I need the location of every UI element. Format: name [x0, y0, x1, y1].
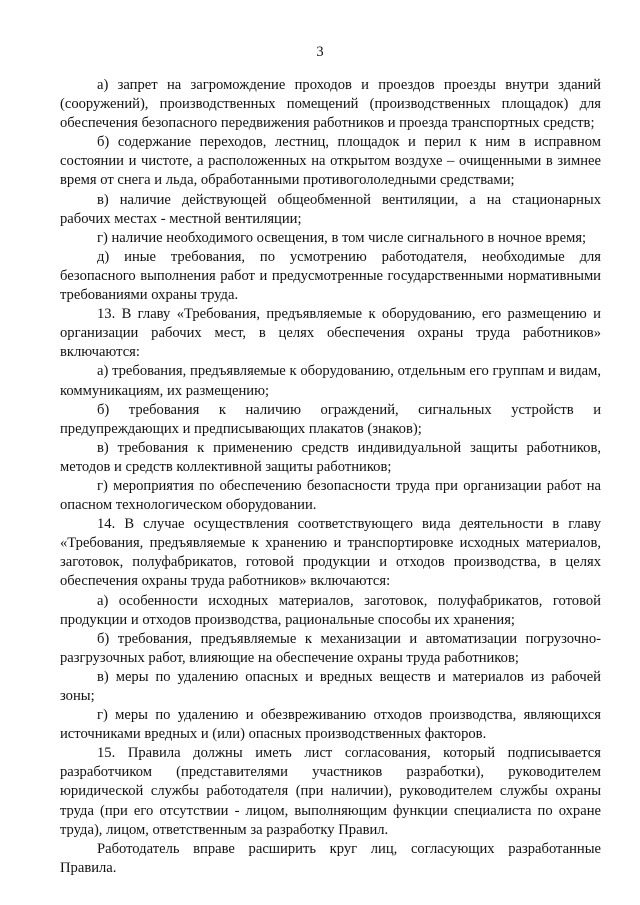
paragraph-item-d-other: д) иные требования, по усмотрению работодателя, необходимые для безопасного выполнения работ и предусмотренные государственными нормативными требованиями охраны труда.	[60, 248, 601, 304]
paragraph-clause-14-item-b: б) требования, предъявляемые к механизации и автоматизации погрузочно-разгрузочных работ, влияющие на обеспечение охраны труда работников;	[60, 630, 601, 666]
paragraph-clause-14-item-v: в) меры по удалению опасных и вредных веществ и материалов из рабочей зоны;	[60, 668, 601, 704]
paragraph-clause-13-item-a: а) требования, предъявляемые к оборудованию, отдельным его группам и видам, коммуникациям, их размещению;	[60, 363, 601, 399]
paragraph-item-g-lighting: г) наличие необходимого освещения, в том числе сигнального в ночное время;	[97, 229, 587, 246]
document-body	[60, 76, 601, 878]
paragraph-clause-13-item-g: г) мероприятия по обеспечению безопасности труда при организации работ на опасном технологическом оборудовании.	[60, 477, 601, 514]
paragraph-clause-14-item-g: г) меры по удалению и обезвреживанию отходов производства, являющихся источниками вредных и (или) опасных производственных факторов.	[60, 707, 601, 743]
paragraph-clause-13-item-b: б) требования к наличию ограждений, сигнальных устройств и предупреждающих и предписывающих плакатов (знаков);	[60, 401, 601, 437]
paragraph-item-v-ventilation: в) наличие действующей общеобменной вентиляции, а на стационарных рабочих местах - местной вентиляции;	[60, 191, 601, 227]
paragraph-clause-15: 15. Правила должны иметь лист согласования, который подписывается разработчиком (представителями участников разработки), руководителем юридической службы работодателя (при наличии), руководителем службы охраны труда (при его отсутствии - лицом, выполняющим функции специалиста по охране труда), лицом, ответственным за разработку Правил.	[60, 745, 601, 838]
page-number: 3	[316, 44, 324, 60]
paragraph-item-b-stairs: б) содержание переходов, лестниц, площадок и перил к ним в исправном состоянии и чистоте, а расположенных на открытом воздухе – очищенными в зимнее время от снега и льда, обработанными противогололедными средствами;	[60, 134, 601, 189]
paragraph-employer-right: Работодатель вправе расширить круг лиц, согласующих разработанные Правила.	[60, 840, 601, 876]
paragraph-clause-14: 14. В случае осуществления соответствующего вида деятельности в главу «Требования, предъявляемые к хранению и транспортировке исходных материалов, заготовок, полуфабрикатов, готовой продукции и отходов производства, в целях обеспечения охраны труда работников» включаются:	[60, 516, 601, 590]
paragraph-clause-13: 13. В главу «Требования, предъявляемые к оборудованию, его размещению и организации рабочих мест, в целях обеспечения охраны труда работников» включаются:	[60, 306, 601, 361]
paragraph-item-a-passages: а) запрет на загромождение проходов и проездов проезды внутри зданий (сооружений), производственных помещений (производственных площадок) для обеспечения безопасного передвижения работников и проезда транспортных средств;	[60, 77, 601, 132]
paragraph-clause-13-item-v: в) требования к применению средств индивидуальной защиты работников, методов и средств коллективной защиты работников;	[60, 439, 601, 475]
paragraph-clause-14-item-a: а) особенности исходных материалов, заготовок, полуфабрикатов, готовой продукции и отходов производства, рациональные способы их хранения;	[60, 592, 601, 628]
